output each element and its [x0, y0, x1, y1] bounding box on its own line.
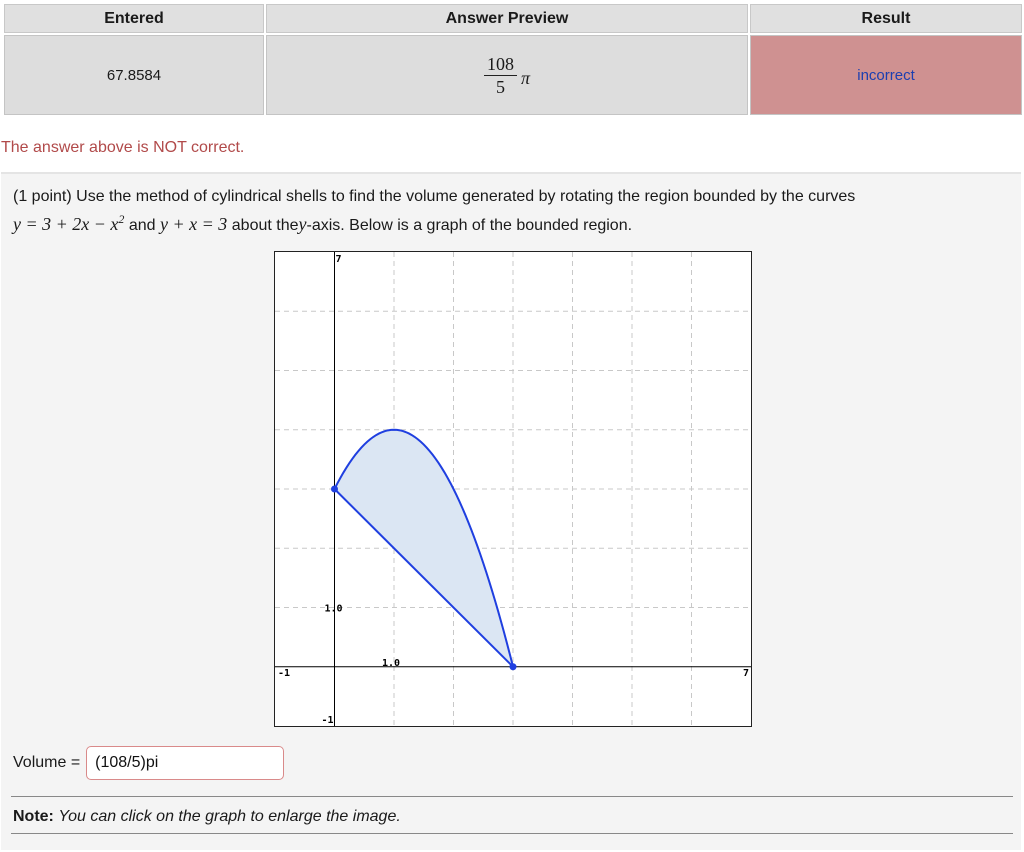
y-max-label: 7 — [335, 254, 342, 265]
x-max-label: 7 — [743, 667, 750, 679]
equation-curve: $y = 3 + 2x - x^2$ — [13, 212, 125, 234]
header-answer-preview: Answer Preview — [266, 4, 748, 33]
x-tick-label: 1.0 — [382, 657, 401, 669]
note-label: Note: — [13, 808, 54, 825]
entered-value: 67.8584 — [4, 35, 264, 115]
results-table — [2, 2, 1024, 117]
status-message: The answer above is NOT correct. — [1, 139, 245, 156]
preview-pi: π — [520, 67, 531, 88]
problem-line-2 — [13, 212, 632, 235]
problem-panel — [1, 172, 1021, 850]
y-min-label: -1 — [321, 715, 334, 726]
y-tick-label: 1.0 — [324, 603, 343, 615]
and-text: and — [128, 217, 156, 234]
region-graph[interactable] — [274, 251, 752, 727]
result-status: incorrect — [857, 66, 915, 84]
about-text: about the — [231, 217, 299, 234]
answer-row — [13, 746, 284, 780]
x-min-label: -1 — [278, 667, 291, 679]
axis-symbol: y — [298, 214, 307, 234]
volume-label: Volume = — [13, 754, 81, 771]
intersection-point-bottom — [510, 663, 517, 670]
intersection-point-top — [331, 486, 338, 493]
problem-text-1: Use the method of cylindrical shells to find the volume generated by rotating the region bounded by the curves — [76, 188, 856, 205]
equation-line: y + x = 3 — [160, 214, 228, 234]
preview-denominator: 5 — [495, 76, 505, 97]
note-text: You can click on the graph to enlarge the image. — [58, 808, 401, 825]
problem-text-2: -axis. Below is a graph of the bounded region. — [306, 217, 633, 234]
result-cell — [750, 35, 1022, 115]
preview-numerator: 108 — [484, 54, 517, 76]
header-result: Result — [750, 4, 1022, 33]
volume-input[interactable] — [86, 746, 284, 780]
problem-line-1 — [13, 188, 855, 206]
note — [11, 796, 1013, 834]
header-entered: Entered — [4, 4, 264, 33]
answer-preview — [266, 35, 748, 115]
problem-points: (1 point) — [13, 188, 72, 205]
graph-svg[interactable] — [275, 252, 751, 726]
